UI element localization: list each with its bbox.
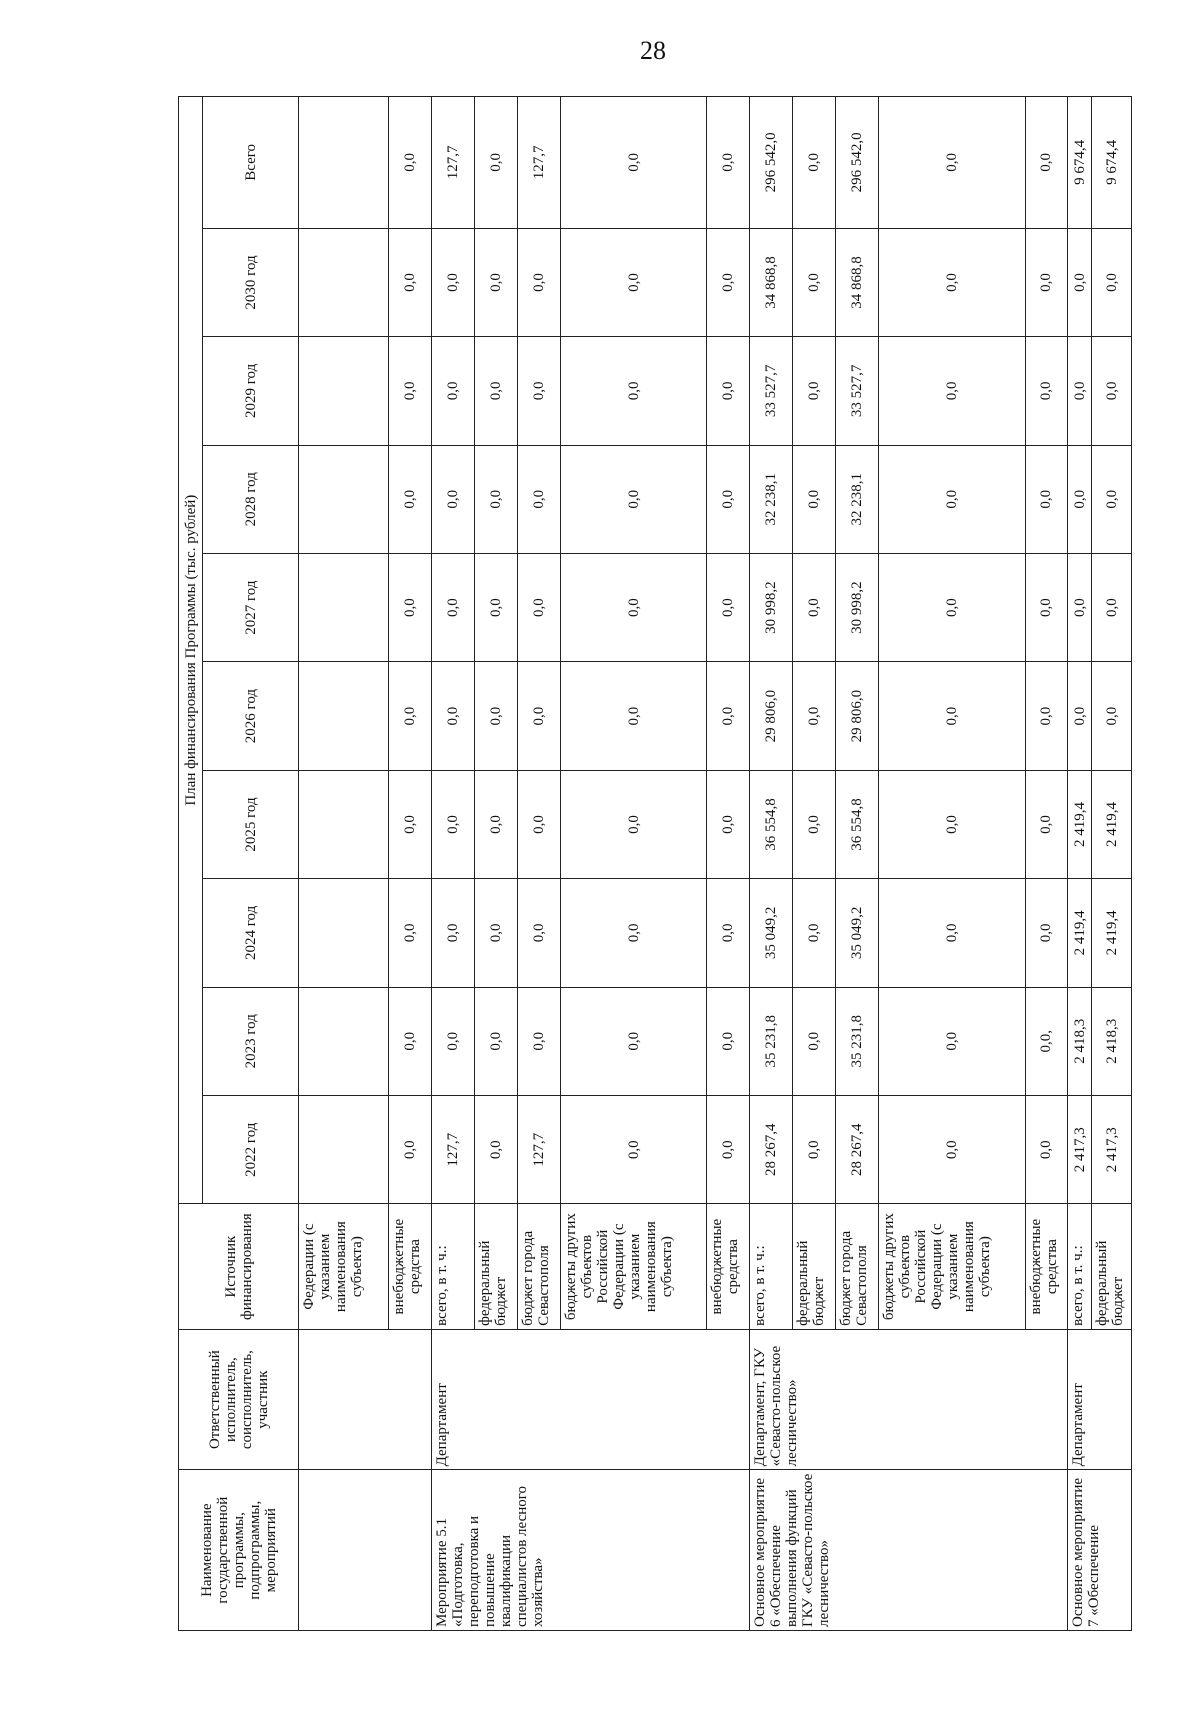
value-cell: 0,0 [518,228,561,336]
value-cell: 0,0 [879,879,1025,987]
value-cell: 28 267,4 [836,1095,879,1203]
header-executor: Ответственный исполнитель, соисполнитель, участник [179,1329,299,1470]
value-cell: 2 417,3 [1068,1095,1092,1203]
main-activity-7-executor: Департамент [1068,1329,1132,1470]
value-cell: 0,0 [793,770,836,878]
value-cell: 0,0 [707,879,750,987]
value-cell: 127,7 [518,97,561,229]
value-cell: 0,0 [561,337,707,445]
source-cell: внебюджетные средства [1025,1204,1068,1329]
header-year: 2025 год [203,770,299,878]
value-cell: 0,0 [561,1095,707,1203]
value-cell: 32 238,1 [750,445,793,553]
main-activity-6-executor: Департамент, ГКУ «Севасто-польское лесничество» [750,1329,1068,1470]
value-cell: 2 419,4 [1068,879,1092,987]
value-cell: 0,0 [1025,553,1068,661]
value-cell: 0,0 [1025,879,1068,987]
value-cell: 0,0 [879,337,1025,445]
value-cell: 0,0 [432,662,475,770]
value-cell: 30 998,2 [750,553,793,661]
value-cell: 0,0 [518,987,561,1095]
value-cell: 0,0 [707,662,750,770]
value-cell: 29 806,0 [750,662,793,770]
value-cell: 0,0 [432,228,475,336]
header-name: Наименование государственной программы, подпрограммы, мероприятий [179,1470,299,1631]
main-activity-7-name: Основное мероприятие 7 «Обеспечение [1068,1470,1132,1631]
value-cell: 2 419,4 [1092,879,1132,987]
value-cell: 0,0 [879,662,1025,770]
value-cell: 0,0 [389,553,432,661]
value-cell: 0,0 [707,987,750,1095]
value-cell: 0,0 [432,337,475,445]
value-cell: 0,0 [879,987,1025,1095]
value-cell: 0,0 [475,445,518,553]
source-cell: федеральный бюджет [1092,1204,1132,1329]
value-cell: 2 418,3 [1068,987,1092,1095]
source-cell: федеральный бюджет [793,1204,836,1329]
value-cell: 0,0 [1068,553,1092,661]
value-cell: 0,0 [1025,662,1068,770]
value-cell: 35 231,8 [750,987,793,1095]
value-cell: 0,0 [561,662,707,770]
value-cell: 127,7 [432,97,475,229]
value-cell: 0,0 [879,1095,1025,1203]
value-cell: 0,0 [793,1095,836,1203]
activity-5-1-executor: Департамент [432,1329,750,1470]
main-activity-6-name: Основное мероприятие 6 «Обеспечение выполнения функций ГКУ «Севасто-польское лесничество» [750,1470,1068,1631]
continuation-name-cell [299,1470,432,1631]
value-cell: 2 419,4 [1092,770,1132,878]
value-cell: 0,0 [389,770,432,878]
header-year: 2022 год [203,1095,299,1203]
value-cell: 0,0 [475,662,518,770]
header-year: 2029 год [203,337,299,445]
value-cell: 0,0 [793,553,836,661]
value-cell: 30 998,2 [836,553,879,661]
value-cell [299,662,389,770]
header-year: 2028 год [203,445,299,553]
source-cell: всего, в т. ч.: [750,1204,793,1329]
value-cell: 0,0 [389,1095,432,1203]
value-cell [299,337,389,445]
value-cell: 0,0 [793,97,836,229]
value-cell: 127,7 [518,1095,561,1203]
value-cell [299,228,389,336]
value-cell: 0,0 [389,879,432,987]
value-cell [299,445,389,553]
value-cell: 0,0 [561,228,707,336]
value-cell: 0,0 [518,662,561,770]
source-cell: Федерации (с указанием наименования субъекта) [299,1204,389,1329]
value-cell: 0,0 [879,445,1025,553]
value-cell: 0,0 [518,879,561,987]
value-cell: 0,0 [518,553,561,661]
value-cell: 28 267,4 [750,1095,793,1203]
value-cell: 35 231,8 [836,987,879,1095]
header-source: Источник финансирования [179,1204,299,1329]
value-cell: 0,0 [707,97,750,229]
value-cell [299,987,389,1095]
value-cell [299,553,389,661]
value-cell: 0,0 [475,987,518,1095]
value-cell: 0,0 [561,987,707,1095]
value-cell: 0,0 [793,879,836,987]
value-cell: 0,0 [879,97,1025,229]
source-cell: федеральный бюджет [475,1204,518,1329]
value-cell: 2 418,3 [1092,987,1132,1095]
value-cell: 0,0 [707,770,750,878]
value-cell: 36 554,8 [836,770,879,878]
value-cell: 0,0 [1068,228,1092,336]
value-cell: 33 527,7 [836,337,879,445]
value-cell: 0,0 [1025,337,1068,445]
value-cell: 0,0 [879,770,1025,878]
value-cell: 0,0 [432,879,475,987]
value-cell: 34 868,8 [750,228,793,336]
value-cell: 0,0 [707,1095,750,1203]
value-cell: 0,0 [518,337,561,445]
value-cell: 0,0 [475,228,518,336]
value-cell: 0,0 [1092,662,1132,770]
source-cell: всего, в т. ч.: [432,1204,475,1329]
value-cell: 0,0 [389,228,432,336]
source-cell: бюджет города Севастополя [836,1204,879,1329]
value-cell: 0,0 [389,337,432,445]
value-cell: 0,0 [561,879,707,987]
source-cell: бюджеты других субъектов Российской Федерации (с указанием наименования субъекта) [879,1204,1025,1329]
value-cell: 0,0 [518,445,561,553]
value-cell: 0,0 [432,553,475,661]
value-cell: 0,0 [1025,445,1068,553]
header-year: 2030 год [203,228,299,336]
value-cell: 0,0 [561,770,707,878]
value-cell: 36 554,8 [750,770,793,878]
value-cell: 35 049,2 [836,879,879,987]
value-cell: 0,0 [475,553,518,661]
value-cell: 0,0 [1068,662,1092,770]
value-cell: 33 527,7 [750,337,793,445]
value-cell: 0,0 [475,337,518,445]
value-cell: 0,0 [432,770,475,878]
source-cell: бюджет города Севастополя [518,1204,561,1329]
value-cell: 0,0, [1025,987,1068,1095]
value-cell: 0,0 [793,228,836,336]
value-cell: 0,0 [1092,228,1132,336]
value-cell: 0,0 [707,228,750,336]
header-year: 2023 год [203,987,299,1095]
value-cell: 0,0 [475,97,518,229]
value-cell: 0,0 [475,1095,518,1203]
value-cell: 0,0 [1025,1095,1068,1203]
value-cell: 0,0 [389,445,432,553]
value-cell: 32 238,1 [836,445,879,553]
continuation-executor-cell [299,1329,432,1470]
value-cell: 0,0 [1092,553,1132,661]
value-cell: 29 806,0 [836,662,879,770]
value-cell: 0,0 [518,770,561,878]
value-cell: 0,0 [793,662,836,770]
value-cell: 0,0 [475,879,518,987]
value-cell: 0,0 [1025,228,1068,336]
source-cell: всего, в т. ч.: [1068,1204,1092,1329]
value-cell: 0,0 [1025,97,1068,229]
value-cell: 35 049,2 [750,879,793,987]
value-cell: 0,0 [707,337,750,445]
value-cell: 296 542,0 [750,97,793,229]
financing-plan-table [178,96,1132,1631]
activity-5-1-name: Мероприятие 5.1 «Подготовка, переподготовка и повышение квалификации специалистов лесного хозяйства» [432,1470,750,1631]
value-cell: 127,7 [432,1095,475,1203]
value-cell: 0,0 [561,553,707,661]
value-cell: 0,0 [793,337,836,445]
header-plan: План финансирования Программы (тыс. рублей) [179,97,203,1204]
value-cell: 0,0 [707,553,750,661]
header-year: 2024 год [203,879,299,987]
value-cell: 0,0 [389,662,432,770]
value-cell: 0,0 [561,445,707,553]
value-cell: 0,0 [1025,770,1068,878]
value-cell: 296 542,0 [836,97,879,229]
value-cell: 0,0 [389,97,432,229]
value-cell: 2 417,3 [1092,1095,1132,1203]
source-cell: внебюджетные средства [389,1204,432,1329]
value-cell: 0,0 [1092,445,1132,553]
header-year: 2027 год [203,553,299,661]
value-cell [299,879,389,987]
value-cell [299,1095,389,1203]
value-cell: 0,0 [475,770,518,878]
value-cell: 0,0 [707,445,750,553]
value-cell: 0,0 [1092,337,1132,445]
value-cell: 34 868,8 [836,228,879,336]
value-cell: 0,0 [1068,337,1092,445]
value-cell: 0,0 [793,987,836,1095]
rotated-table-container [178,96,1132,1631]
source-cell: внебюджетные средства [707,1204,750,1329]
value-cell: 0,0 [879,553,1025,661]
value-cell: 9 674,4 [1068,97,1092,229]
value-cell: 0,0 [1068,445,1092,553]
value-cell: 0,0 [561,97,707,229]
value-cell: 0,0 [432,445,475,553]
source-cell: бюджеты других субъектов Российской Федерации (с указанием наименования субъекта) [561,1204,707,1329]
header-year: 2026 год [203,662,299,770]
value-cell: 0,0 [432,987,475,1095]
page-number: 28 [640,36,666,65]
value-cell [299,97,389,229]
value-cell [299,770,389,878]
value-cell: 2 419,4 [1068,770,1092,878]
header-total: Всего [203,97,299,229]
value-cell: 0,0 [389,987,432,1095]
value-cell: 0,0 [793,445,836,553]
value-cell: 9 674,4 [1092,97,1132,229]
value-cell: 0,0 [879,228,1025,336]
